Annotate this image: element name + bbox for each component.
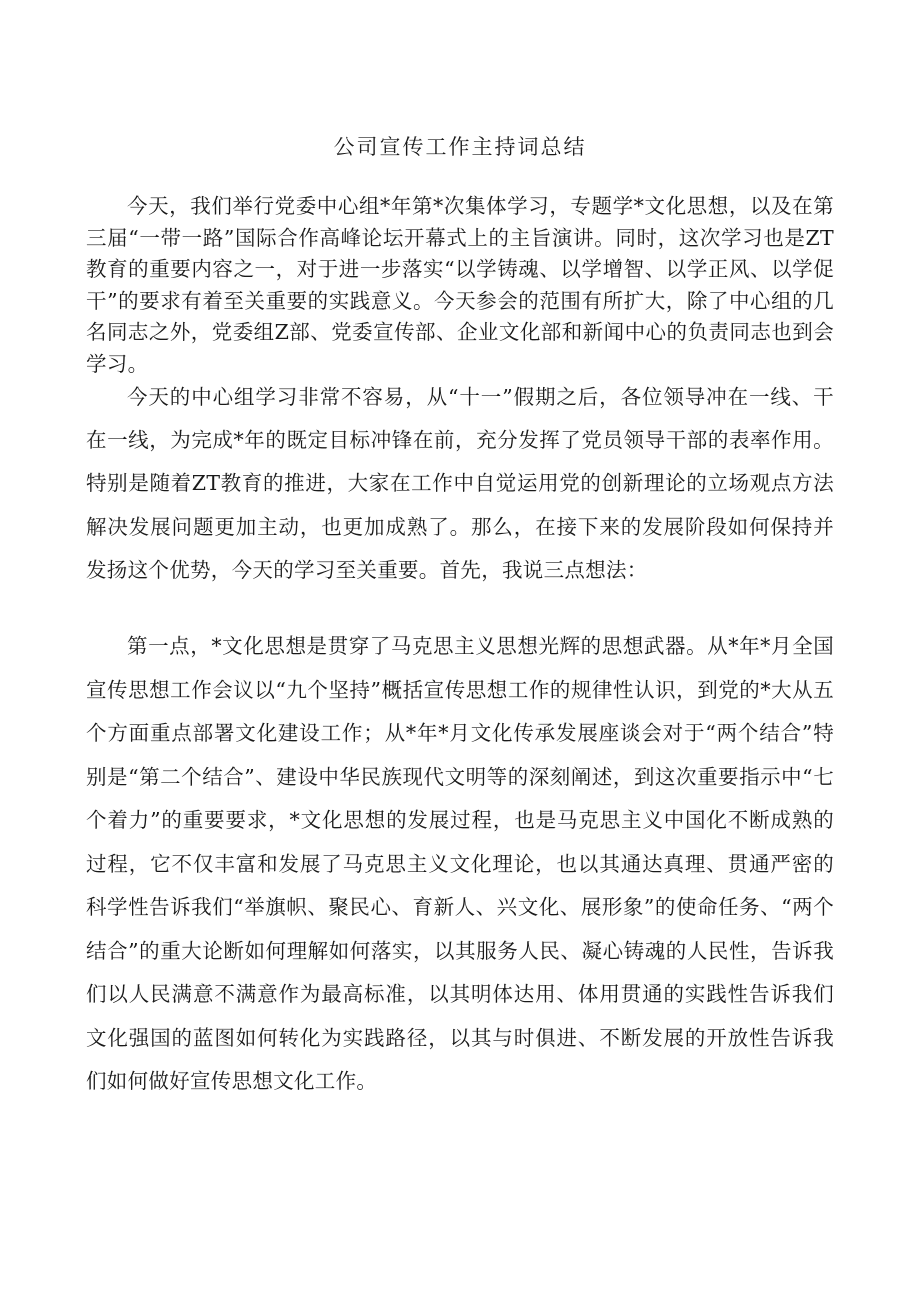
document-title: 公司宣传工作主持词总结	[333, 135, 587, 159]
paragraph-point-one: 第一点，*文化思想是贯穿了马克思主义思想光辉的思想武器。从*年*月全国宣传思想工作会议以“九个坚持”概括宣传思想工作的规律性认识，到党的*大从五个方面重点部署文化建设工作；从*年*月文化传承发展座谈会对于“两个结合”特别是“第二个结合”、建设中华民族现代文明等的深刻阐述，到这次重要指示中“七个着力”的重要要求，*文化思想的发展过程，也是马克思主义中国化不断成熟的过程，它不仅丰富和发展了马克思主义文化理论，也以其通达真理、贯通严密的科学性告诉我们“举旗帜、聚民心、育新人、兴文化、展形象”的使命任务、“两个结合”的重大论断如何理解如何落实，以其服务人民、凝心铸魂的人民性，告诉我们以人民满意不满意作为最高标准，以其明体达用、体用贯通的实践性告诉我们文化强国的蓝图如何转化为实践路径，以其与时俱进、不断发展的开放性告诉我们如何做好宣传思想文化工作。	[86, 634, 834, 1093]
paragraph-opening: 今天，我们举行党委中心组*年第*次集体学习，专题学*文化思想，以及在第三届“一带一路”国际合作高峰论坛开幕式上的主旨演讲。同时，这次学习也是ZT教育的重要内容之一，对于进一步落实“以学铸魂、以学增智、以学正风、以学促干”的要求有着至关重要的实践意义。今天参会的范围有所扩大，除了中心组的几名同志之外，党委组Z部、党委宣传部、企业文化部和新闻中心的负责同志也到会学习。	[86, 194, 834, 376]
paragraph-context: 今天的中心组学习非常不容易，从“十一”假期之后，各位领导冲在一线、干在一线，为完成*年的既定目标冲锋在前，充分发挥了党员领导干部的表率作用。特别是随着ZT教育的推进，大家在工作中自觉运用党的创新理论的立场观点方法解决发展问题更加主动，也更加成熟了。那么，在接下来的发展阶段如何保持并发扬这个优势，今天的学习至关重要。首先，我说三点想法：	[86, 385, 834, 582]
